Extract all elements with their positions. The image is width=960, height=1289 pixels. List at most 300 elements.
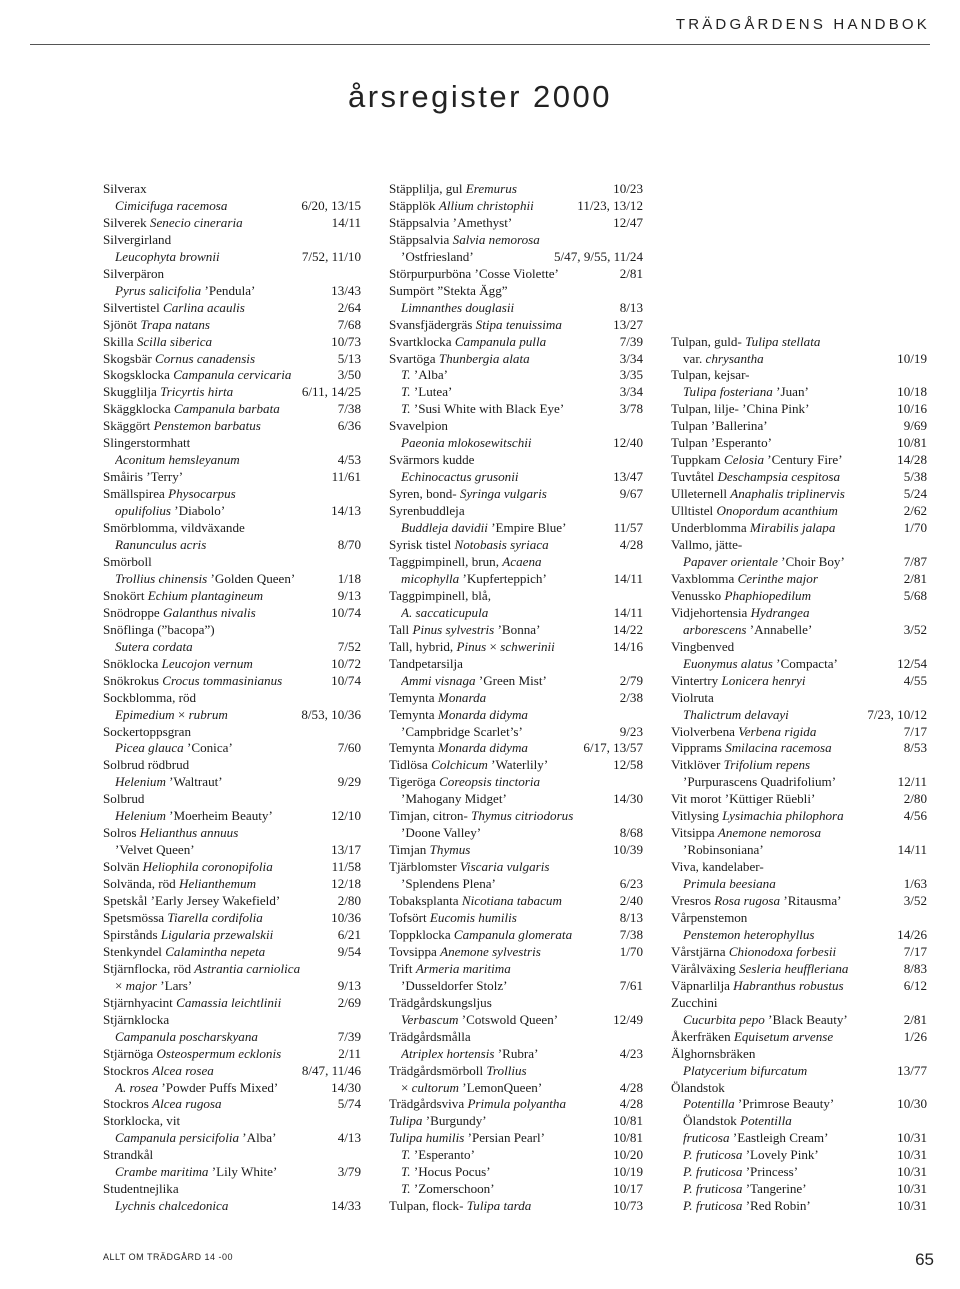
entry-name: ’Doone Valley’ [401, 825, 482, 841]
entry-name [671, 283, 674, 300]
entry-page-ref: 14/11 [613, 604, 643, 620]
index-entry [389, 249, 643, 266]
index-entry [671, 656, 927, 673]
entry-page-ref: 8/53, 10/36 [301, 706, 361, 722]
index-entry [103, 469, 361, 486]
entry-page-ref: 5/68 [903, 587, 927, 603]
entry-page-ref [355, 1181, 361, 1198]
entry-page-ref: 12/11 [897, 774, 927, 790]
entry-name: × cultorum ’LemonQueen’ [401, 1079, 543, 1095]
entry-name: × major ’Lars’ [115, 977, 193, 993]
index-entry [671, 808, 927, 825]
entry-page-ref: 12/10 [331, 808, 361, 824]
index-entry [103, 605, 361, 622]
entry-page-ref: 5/24 [903, 486, 927, 502]
entry-name: ’Splendens Plena’ [401, 876, 496, 892]
entry-page-ref: 4/55 [903, 672, 927, 688]
entry-name: Spirstånds Ligularia przewalskii [103, 926, 274, 942]
index-entry [389, 232, 643, 249]
index-entry [671, 1012, 927, 1029]
index-entry [389, 503, 643, 520]
entry-name: Solbrud [103, 791, 145, 807]
entry-page-ref: 9/13 [337, 587, 361, 603]
index-column-1 [103, 181, 361, 1215]
entry-page-ref: 10/73 [331, 333, 361, 349]
entry-name: Thalictrum delavayi [683, 706, 789, 722]
page-number: 65 [915, 1250, 934, 1269]
index-entry [103, 334, 361, 351]
entry-page-ref: 10/19 [613, 1164, 643, 1180]
entry-page-ref [921, 910, 927, 927]
entry-name: Tulipa fosteriana ’Juan’ [683, 384, 809, 400]
entry-page-ref: 10/31 [897, 1164, 927, 1180]
entry-page-ref: 4/53 [337, 452, 361, 468]
index-entry [103, 418, 361, 435]
entry-name: Cimicifuga racemosa [115, 197, 228, 213]
entry-page-ref [355, 181, 361, 198]
entry-name: Spetsmössa Tiarella cordifolia [103, 909, 263, 925]
entry-page-ref: 10/19 [897, 350, 927, 366]
index-entry [671, 435, 927, 452]
entry-page-ref: 1/70 [903, 520, 927, 536]
index-entry [671, 537, 927, 554]
entry-page-ref: 7/39 [619, 333, 643, 349]
entry-page-ref [921, 825, 927, 842]
entry-page-ref [921, 1113, 927, 1130]
index-entry [103, 1046, 361, 1063]
index-entry [103, 588, 361, 605]
entry-name: Tofsört Eucomis humilis [389, 909, 517, 925]
index-entry [389, 367, 643, 384]
entry-page-ref: 4/28 [619, 537, 643, 553]
entry-page-ref [921, 266, 927, 283]
entry-page-ref [637, 808, 643, 825]
entry-name: Tulpan, kejsar- [671, 367, 750, 383]
index-entry [103, 300, 361, 317]
entry-name: T. ’Hocus Pocus’ [401, 1164, 491, 1180]
index-entry [389, 757, 643, 774]
entry-name: Underblomma Mirabilis jalapa [671, 520, 836, 536]
index-entry [671, 605, 927, 622]
entry-name: Snöflinga (”bacopa”) [103, 621, 215, 637]
entry-name: Tigeröga Coreopsis tinctoria [389, 774, 541, 790]
entry-name: Spetskål ’Early Jersey Wakefield’ [103, 893, 281, 909]
entry-name: Ölandstok Potentilla [683, 1113, 792, 1129]
entry-page-ref: 9/67 [619, 486, 643, 502]
entry-name: Svärmors kudde [389, 452, 475, 468]
index-entry [389, 622, 643, 639]
entry-name: Primula beesiana [683, 876, 776, 892]
entry-page-ref: 14/26 [897, 926, 927, 942]
entry-name: Paeonia mlokosewitschii [401, 435, 532, 451]
index-entry [671, 1046, 927, 1063]
index-entry [103, 673, 361, 690]
entry-name: Smörboll [103, 553, 152, 569]
index-entry [671, 724, 927, 741]
index-entry [389, 927, 643, 944]
entry-name [671, 266, 674, 283]
index-entry [389, 893, 643, 910]
entry-name: Stäpplilja, gul Eremurus [389, 181, 517, 196]
entry-name: Vitsippa Anemone nemorosa [671, 825, 822, 841]
entry-name [671, 198, 674, 215]
index-entry [671, 503, 927, 520]
entry-name: Picea glauca ’Conica’ [115, 740, 233, 756]
index-entry [389, 469, 643, 486]
entry-page-ref: 7/17 [903, 723, 927, 739]
entry-name: Tovsippa Anemone sylvestris [389, 943, 541, 959]
entry-page-ref: 13/27 [613, 316, 643, 332]
index-entry [389, 639, 643, 656]
index-entry [671, 334, 927, 351]
index-entry [103, 266, 361, 283]
entry-name: Verbascum ’Cotswold Queen’ [401, 1011, 559, 1027]
entry-name: Helenium ’Moerheim Beauty’ [115, 808, 273, 824]
index-entry [103, 910, 361, 927]
entry-page-ref: 14/13 [331, 503, 361, 519]
index-entry [103, 791, 361, 808]
magazine-brand: TRÄDGÅRDENS HANDBOK [675, 16, 930, 33]
index-entry [671, 995, 927, 1012]
index-column-3 [671, 181, 927, 1215]
entry-name: Ölandstok [671, 1079, 725, 1095]
entry-page-ref [355, 1012, 361, 1029]
entry-page-ref: 13/43 [331, 282, 361, 298]
entry-page-ref: 14/22 [613, 621, 643, 637]
entry-page-ref [637, 859, 643, 876]
index-entry [389, 605, 643, 622]
entry-page-ref [921, 859, 927, 876]
footer-publication: ALLT OM TRÄDGÅRD 14 -00 [103, 1252, 234, 1262]
entry-page-ref: 13/17 [331, 842, 361, 858]
entry-name: Svartklocka Campanula pulla [389, 333, 547, 349]
entry-page-ref [921, 639, 927, 656]
index-entry [671, 571, 927, 588]
entry-name: Snökrokus Crocus tommasinianus [103, 672, 283, 688]
entry-name: Stjärnklocka [103, 1011, 170, 1027]
entry-page-ref [637, 656, 643, 673]
index-entry [103, 944, 361, 961]
entry-name: Studentnejlika [103, 1181, 179, 1197]
entry-page-ref: 10/31 [897, 1198, 927, 1214]
entry-page-ref: 3/35 [619, 367, 643, 383]
entry-name: Taggpimpinell, blå, [389, 587, 491, 603]
entry-page-ref: 10/81 [613, 1113, 643, 1129]
entry-page-ref [637, 1063, 643, 1080]
entry-name: Timjan Thymus [389, 842, 471, 858]
entry-name: Cucurbita pepo ’Black Beauty’ [683, 1011, 848, 1027]
entry-page-ref: 1/70 [619, 943, 643, 959]
index-entry [103, 1181, 361, 1198]
index-entry [103, 707, 361, 724]
entry-page-ref: 5/13 [337, 350, 361, 366]
index-entry [389, 334, 643, 351]
entry-page-ref [355, 757, 361, 774]
entry-name: Storklocka, vit [103, 1113, 181, 1129]
index-entry [671, 673, 927, 690]
index-entry [103, 1080, 361, 1097]
entry-page-ref: 11/61 [331, 469, 361, 485]
entry-name: Violruta [671, 689, 714, 705]
entry-page-ref: 9/13 [337, 977, 361, 993]
index-entry [671, 791, 927, 808]
index-entry [389, 910, 643, 927]
entry-name: Leucophyta brownii [115, 248, 220, 264]
entry-name: Vit morot ’Küttiger Rüebli’ [671, 791, 816, 807]
entry-page-ref: 7/39 [337, 1028, 361, 1044]
index-entry [103, 384, 361, 401]
index-entry [671, 266, 927, 283]
entry-page-ref: 7/17 [903, 943, 927, 959]
index-entry [103, 622, 361, 639]
entry-name: micophylla ’Kupferteppich’ [401, 570, 547, 586]
entry-page-ref [355, 622, 361, 639]
entry-name: Penstemon heterophyllus [683, 926, 815, 942]
entry-page-ref: 10/23 [613, 181, 643, 196]
entry-page-ref: 1/26 [903, 1028, 927, 1044]
index-entry [389, 435, 643, 452]
index-entry [671, 520, 927, 537]
entry-name: Stockros Alcea rosea [103, 1062, 214, 1078]
entry-name [671, 215, 674, 232]
index-entry [103, 978, 361, 995]
entry-page-ref: 14/11 [897, 842, 927, 858]
entry-page-ref: 2/79 [619, 672, 643, 688]
entry-page-ref: 6/11, 14/25 [301, 384, 361, 400]
index-entry [389, 351, 643, 368]
entry-name: opulifolius ’Diabolo’ [115, 503, 226, 519]
entry-name: Papaver orientale ’Choir Boy’ [683, 553, 845, 569]
entry-name: Tulpan, guld- Tulipa stellata [671, 333, 821, 349]
index-entry [103, 486, 361, 503]
index-entry [103, 927, 361, 944]
index-entry [103, 452, 361, 469]
index-entry [103, 1198, 361, 1215]
index-entry [671, 367, 927, 384]
entry-page-ref: 14/33 [331, 1198, 361, 1214]
entry-name: Svartöga Thunbergia alata [389, 350, 530, 366]
entry-name: Ulltistel Onopordum acanthium [671, 503, 838, 519]
entry-name: Tuvtåtel Deschampsia cespitosa [671, 469, 841, 485]
entry-page-ref: 10/31 [897, 1147, 927, 1163]
entry-name: Timjan, citron- Thymus citriodorus [389, 808, 574, 824]
index-entry [103, 351, 361, 368]
entry-page-ref [637, 588, 643, 605]
entry-name: Zucchini [671, 994, 718, 1010]
index-entry [103, 639, 361, 656]
entry-name: Solbrud rödbrud [103, 757, 190, 773]
entry-page-ref: 7/23, 10/12 [867, 706, 927, 722]
entry-name: Syren, bond- Syringa vulgaris [389, 486, 547, 502]
entry-page-ref: 14/11 [331, 214, 361, 230]
index-entry [671, 351, 927, 368]
index-entry [389, 486, 643, 503]
entry-page-ref [637, 283, 643, 300]
entry-page-ref: 10/74 [331, 672, 361, 688]
entry-name: Tidlösa Colchicum ’Waterlily’ [389, 757, 549, 773]
entry-page-ref: 10/31 [897, 1130, 927, 1146]
entry-name: Trift Armeria maritima [389, 960, 511, 976]
entry-page-ref [637, 774, 643, 791]
index-entry [389, 384, 643, 401]
entry-page-ref: 10/39 [613, 842, 643, 858]
entry-page-ref [921, 1080, 927, 1097]
entry-page-ref [637, 554, 643, 571]
entry-page-ref [355, 724, 361, 741]
index-entry [389, 401, 643, 418]
index-entry [389, 774, 643, 791]
entry-name: T. ’Alba’ [401, 367, 449, 383]
entry-name: T. ’Susi White with Black Eye’ [401, 401, 565, 417]
entry-name: ’Velvet Queen’ [115, 842, 195, 858]
entry-page-ref: 7/68 [337, 316, 361, 332]
entry-name: Småiris ’Terry’ [103, 469, 184, 485]
index-entry [389, 452, 643, 469]
entry-page-ref: 2/81 [619, 265, 643, 281]
entry-name: Stäppsalvia ’Amethyst’ [389, 214, 513, 230]
entry-name: T. ’Lutea’ [401, 384, 453, 400]
entry-name: Slingerstormhatt [103, 435, 191, 451]
entry-page-ref [921, 215, 927, 232]
entry-page-ref: 12/49 [613, 1011, 643, 1027]
index-entry [389, 571, 643, 588]
entry-name: Solvända, röd Helianthemum [103, 876, 257, 892]
index-entry [103, 249, 361, 266]
entry-name: Trädgårdsmålla [389, 1028, 471, 1044]
index-entry [671, 893, 927, 910]
entry-name: Pyrus salicifolia ’Pendula’ [115, 282, 256, 298]
entry-name: Potentilla ’Primrose Beauty’ [683, 1096, 835, 1112]
index-entry [103, 825, 361, 842]
entry-page-ref: 11/58 [331, 859, 361, 875]
entry-name: Stjärnhyacint Camassia leichtlinii [103, 994, 282, 1010]
entry-name: Syrisk tistel Notobasis syriaca [389, 537, 549, 553]
index-entry [103, 893, 361, 910]
entry-name: P. fruticosa ’Princess’ [683, 1164, 799, 1180]
entry-name: A. rosea ’Powder Puffs Mixed’ [115, 1079, 279, 1095]
entry-page-ref: 9/23 [619, 723, 643, 739]
entry-page-ref [921, 232, 927, 249]
index-entry [389, 317, 643, 334]
entry-page-ref [637, 418, 643, 435]
index-entry [671, 707, 927, 724]
entry-name: Skäggklocka Campanula barbata [103, 401, 280, 417]
entry-name: Vaxblomma Cerinthe major [671, 570, 818, 586]
entry-page-ref [355, 435, 361, 452]
header-divider [30, 44, 930, 45]
entry-name: Ranunculus acris [115, 537, 207, 553]
entry-page-ref [921, 283, 927, 300]
entry-page-ref: 7/60 [337, 740, 361, 756]
page-title: årsregister 2000 [347, 78, 612, 114]
entry-page-ref: 6/23 [619, 876, 643, 892]
entry-page-ref: 14/30 [613, 791, 643, 807]
entry-page-ref [355, 554, 361, 571]
entry-page-ref: 10/30 [897, 1096, 927, 1112]
entry-page-ref: 12/18 [331, 876, 361, 892]
entry-page-ref [921, 690, 927, 707]
entry-name: Venussko Phaphiopedilum [671, 587, 812, 603]
entry-name: Stjärnöga Osteospermum ecklonis [103, 1045, 282, 1061]
index-entry [389, 1029, 643, 1046]
entry-name: Störpurpurböna ’Cosse Violette’ [389, 265, 559, 281]
entry-name: ’Purpurascens Quadrifolium’ [683, 774, 837, 790]
entry-name: Campanula poscharskyana [115, 1028, 258, 1044]
entry-name: Solros Helianthus annuus [103, 825, 239, 841]
index-entry [103, 537, 361, 554]
index-entry [103, 181, 361, 198]
index-entry [671, 1164, 927, 1181]
entry-name: Campanula persicifolia ’Alba’ [115, 1130, 277, 1146]
entry-page-ref: 5/38 [903, 469, 927, 485]
entry-page-ref: 4/28 [619, 1096, 643, 1112]
entry-name: Tulpan ’Ballerina’ [671, 418, 768, 434]
entry-page-ref: 10/72 [331, 655, 361, 671]
index-entry [389, 1130, 643, 1147]
entry-name: Strandkål [103, 1147, 154, 1163]
entry-page-ref: 8/70 [337, 537, 361, 553]
index-entry [671, 249, 927, 266]
index-entry [103, 554, 361, 571]
entry-name: P. fruticosa ’Tangerine’ [683, 1181, 807, 1197]
entry-page-ref: 6/36 [337, 418, 361, 434]
index-entry [389, 724, 643, 741]
entry-name: Skugglilja Tricyrtis hirta [103, 384, 234, 400]
index-entry [389, 842, 643, 859]
index-entry [671, 300, 927, 317]
entry-page-ref [355, 961, 361, 978]
entry-page-ref [355, 791, 361, 808]
entry-name: Snödroppe Galanthus nivalis [103, 604, 256, 620]
index-entry [671, 401, 927, 418]
index-entry [671, 1113, 927, 1130]
entry-page-ref: 3/34 [619, 384, 643, 400]
entry-page-ref: 2/69 [337, 994, 361, 1010]
entry-page-ref: 12/58 [613, 757, 643, 773]
index-entry [671, 1147, 927, 1164]
entry-name: Sutera cordata [115, 638, 193, 654]
entry-name: Skilla Scilla siberica [103, 333, 213, 349]
entry-name: Silvertistel Carlina acaulis [103, 299, 245, 315]
index-entry [103, 1130, 361, 1147]
entry-name [671, 317, 674, 334]
entry-page-ref: 8/83 [903, 960, 927, 976]
index-entry [389, 791, 643, 808]
index-entry [389, 283, 643, 300]
index-entry [103, 401, 361, 418]
entry-page-ref [637, 995, 643, 1012]
index-entry [103, 503, 361, 520]
entry-page-ref: 3/78 [619, 401, 643, 417]
entry-page-ref [921, 249, 927, 266]
entry-page-ref: 10/81 [613, 1130, 643, 1146]
entry-page-ref [355, 825, 361, 842]
entry-page-ref [637, 707, 643, 724]
entry-name: Sockblomma, röd [103, 689, 197, 705]
index-entry [389, 1012, 643, 1029]
entry-page-ref: 14/30 [331, 1079, 361, 1095]
index-entry [389, 1198, 643, 1215]
index-entry [389, 215, 643, 232]
entry-page-ref [637, 961, 643, 978]
entry-page-ref: 2/40 [619, 893, 643, 909]
index-entry [103, 842, 361, 859]
entry-name: Crambe maritima ’Lily White’ [115, 1164, 278, 1180]
entry-page-ref: 11/23, 13/12 [577, 197, 643, 213]
index-entry [389, 520, 643, 537]
entry-page-ref: 10/17 [613, 1181, 643, 1197]
entry-name: Tandpetarsilja [389, 655, 463, 671]
